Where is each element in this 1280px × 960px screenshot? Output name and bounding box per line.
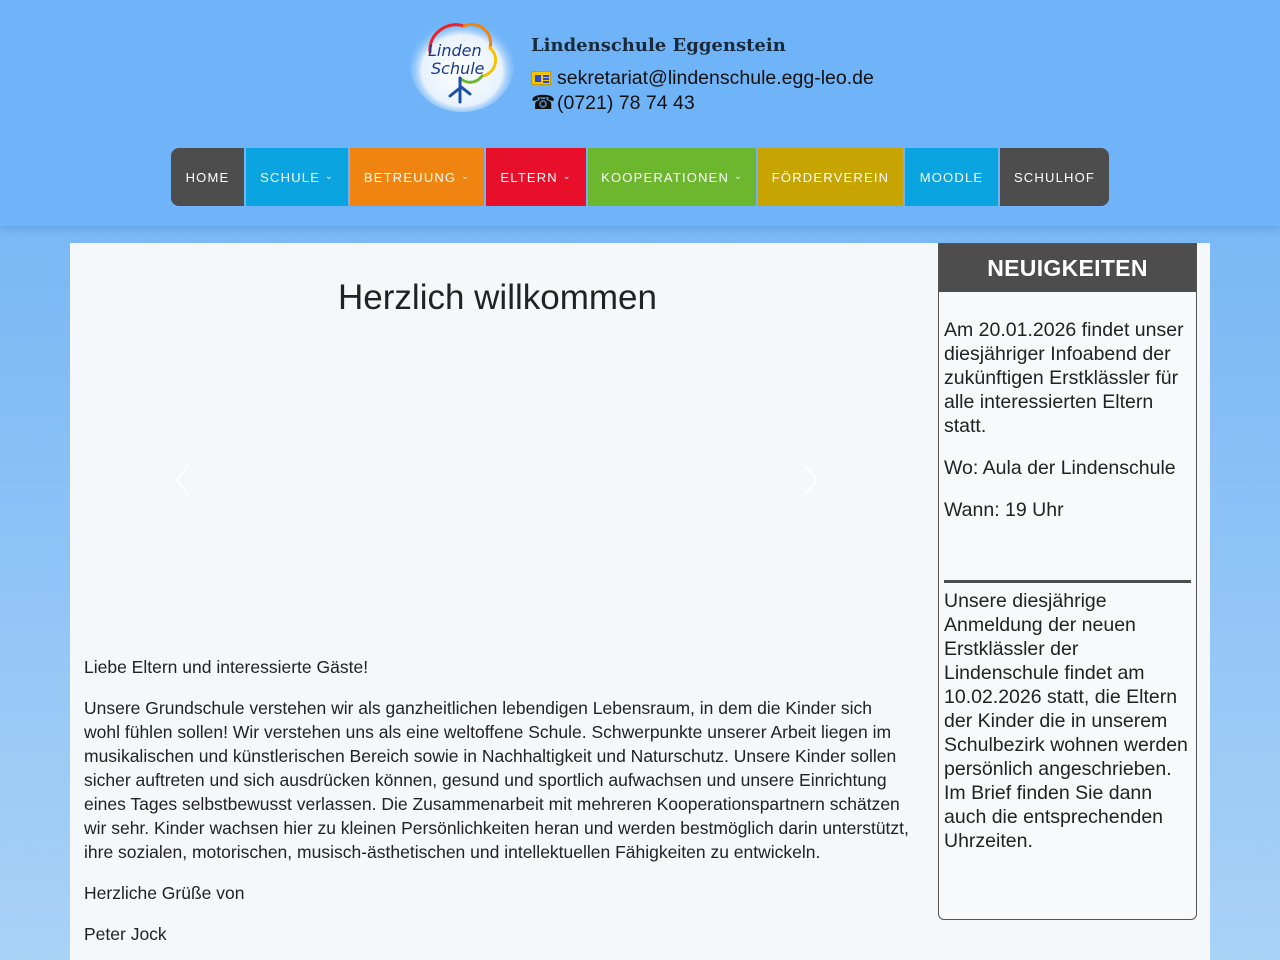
main-navigation (171, 148, 1109, 206)
nav-foerderverein[interactable] (758, 148, 903, 206)
news-item-2-text: Unsere diesjährige Anmeldung der neuen Erstklässler der Lindenschule findet am 10.02.2026 statt, die Eltern der Kinder die in unserem Schulbezirk wohnen werden persönlich angeschrieben. Im Brief finden Sie dann auch die entsprechenden Uhrzeiten. (944, 590, 1188, 852)
chevron-down-icon: ⌄ (461, 170, 471, 181)
chevron-left-icon (170, 460, 194, 500)
site-header (0, 0, 1280, 226)
news-item-1-where: Wo: Aula der Lindenschule (944, 457, 1176, 479)
nav-schulhof-label: SCHULHOF (1013, 169, 1096, 185)
nav-schule-label: SCHULE (260, 169, 321, 185)
greeting-paragraph: Liebe Eltern und interessierte Gäste! (84, 657, 369, 677)
nav-kooperationen[interactable] (588, 148, 756, 206)
slider-next-button[interactable] (799, 460, 823, 500)
nav-moodle[interactable] (905, 148, 998, 206)
nav-kooperationen-label: KOOPERATIONEN (601, 169, 730, 185)
news-panel (938, 243, 1197, 920)
news-item-1-when: Wann: 19 Uhr (944, 499, 1064, 521)
page-title: Herzlich willkommen (338, 278, 657, 317)
closing-paragraph: Herzliche Grüße von (84, 883, 245, 903)
chevron-down-icon: ⌄ (734, 170, 743, 181)
nav-schule[interactable] (246, 148, 348, 206)
welcome-text (84, 655, 912, 960)
nav-home-label: HOME (185, 169, 230, 185)
news-title: NEUIGKEITEN (939, 244, 1196, 292)
logo-text-line1: Linden (428, 41, 482, 60)
nav-foerderverein-label: FÖRDERVEREIN (771, 169, 890, 185)
logo-text-line2: Schule (431, 59, 485, 78)
contact-phone-row (531, 91, 695, 115)
nav-betreuung[interactable] (350, 148, 484, 206)
intro-paragraph: Unsere Grundschule verstehen wir als ganzheitlichen lebendigen Lebensraum, in dem die Kinder sich wohl fühlen sollen! Wir verstehen uns als eine weltoffene Schule. Schwerpunkte unserer Arbeit liegen im musikalischen und künstlerischen Bereich sowie in Nachhaltigkeit und Naturschutz. Unsere Kinder sollen sicher auftreten und sich ausdrücken können, gesund und sportlich aufwachsen und unsere Einrichtung eines Tages selbstbewusst verlassen. Die Zusammenarbeit mit mehreren Kooperationspartnern schätzen wir sehr. Kinder wachsen hier zu kleinen Persönlichkeiten heran und werden bestmöglich darin unterstützt, ihre sozialen, motorischen, musisch-ästhetischen und intellektuellen Fähigkeiten zu entwickeln. (84, 698, 909, 862)
school-logo[interactable] (408, 14, 516, 112)
nav-home[interactable] (171, 148, 244, 206)
news-item-1-text: Am 20.01.2026 findet unser diesjähriger Infoabend der zukünftigen Erstklässler für alle interessierten Eltern statt. (944, 319, 1184, 437)
email-link[interactable]: sekretariat@lindenschule.egg-leo.de (557, 67, 874, 89)
school-name: Lindenschule Eggenstein (531, 35, 786, 56)
signature-name: Peter Jock (84, 924, 167, 944)
phone-number[interactable]: (0721) 78 74 43 (557, 92, 695, 114)
news-body (939, 292, 1196, 853)
contact-email-row (531, 67, 874, 90)
nav-schulhof[interactable] (1000, 148, 1109, 206)
nav-betreuung-label: BETREUUNG (363, 169, 457, 185)
nav-eltern-label: ELTERN (500, 169, 558, 185)
slider-prev-button[interactable] (170, 460, 194, 500)
nav-moodle-label: MOODLE (919, 169, 984, 185)
chevron-down-icon: ⌄ (325, 170, 334, 181)
phone-icon: ☎ (531, 92, 556, 114)
chevron-down-icon: ⌄ (562, 170, 572, 181)
nav-eltern[interactable] (486, 148, 586, 206)
image-slider (84, 340, 910, 630)
email-icon (531, 71, 551, 85)
news-divider (944, 580, 1191, 583)
chevron-right-icon (799, 460, 823, 500)
